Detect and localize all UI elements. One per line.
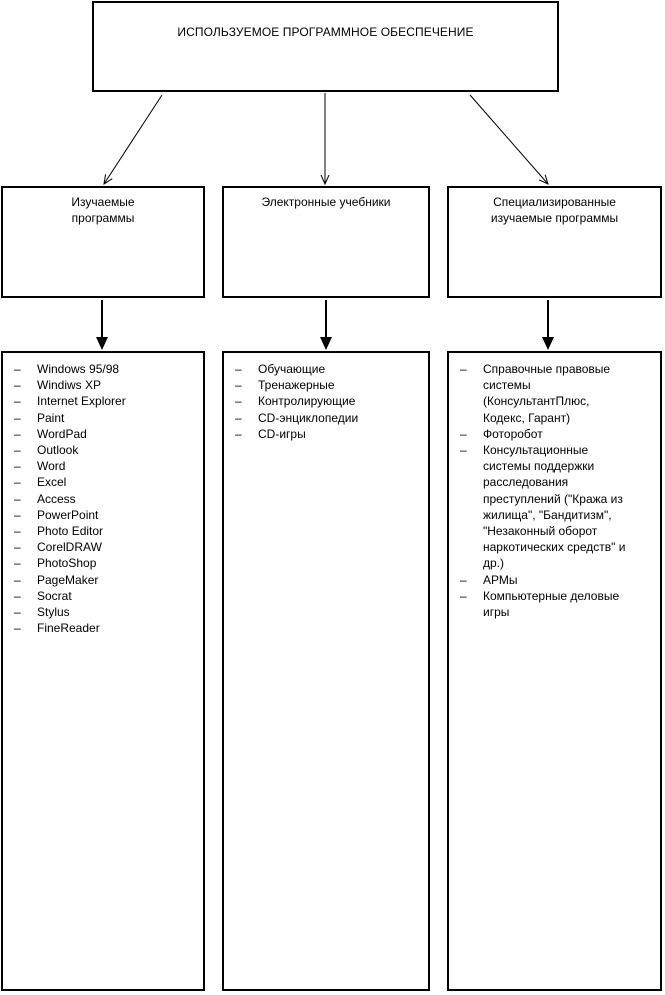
list-item xyxy=(232,410,424,426)
bullet-dash: – xyxy=(14,572,21,587)
arrowhead-list-studied xyxy=(96,337,108,350)
category-title: Специализированные изучаемые программы xyxy=(490,195,619,225)
list-item xyxy=(11,410,199,426)
list-item xyxy=(457,442,656,572)
list-item-text: Photo Editor xyxy=(37,524,104,539)
list-item-text: WordPad xyxy=(37,426,87,441)
list-item xyxy=(11,539,199,555)
list-item xyxy=(11,377,199,393)
list-item xyxy=(11,604,199,620)
bullet-dash: – xyxy=(460,572,467,587)
root-title: ИСПОЛЬЗУЕМОЕ ПРОГРАММНОЕ ОБЕСПЕЧЕНИЕ xyxy=(177,25,474,39)
arrow-to-specialized-programs xyxy=(470,95,548,184)
bullet-dash: – xyxy=(14,378,21,393)
list-item xyxy=(11,507,199,523)
bullet-dash: – xyxy=(14,540,21,555)
item-list xyxy=(232,361,424,442)
bullet-dash: – xyxy=(235,362,242,376)
list-item-text: АРМы xyxy=(483,572,518,587)
bullet-dash: – xyxy=(460,426,467,441)
list-item xyxy=(11,620,199,636)
bullet-dash: – xyxy=(14,426,21,441)
bullet-dash: – xyxy=(460,362,467,376)
bullet-dash: – xyxy=(235,378,242,393)
arrowhead-list-specialized xyxy=(542,337,554,350)
bullet-dash: – xyxy=(460,443,467,458)
list-item xyxy=(457,426,656,442)
arrow-to-studied-programs xyxy=(104,95,162,184)
list-item-text: Access xyxy=(37,491,76,506)
root-box xyxy=(92,1,559,92)
bullet-dash: – xyxy=(14,605,21,620)
bullet-dash: – xyxy=(14,459,21,474)
list-item-text: Outlook xyxy=(37,443,79,458)
list-item xyxy=(11,474,199,490)
list-item-text: Excel xyxy=(37,475,67,490)
category-title: Электронные учебники xyxy=(261,195,391,209)
arrowhead-list-textbooks xyxy=(320,337,332,350)
list-item-text: Справочные правовые системы (КонсультантПлюс, Кодекс, Гарант) xyxy=(483,362,611,425)
list-item-text: Фоторобот xyxy=(483,426,543,441)
list-item xyxy=(232,426,424,442)
bullet-dash: – xyxy=(235,410,242,425)
list-item xyxy=(11,555,199,571)
list-item-text: CD-игры xyxy=(258,426,306,441)
list-item xyxy=(11,523,199,539)
list-item-text: CD-энциклопедии xyxy=(258,410,359,425)
list-item xyxy=(457,572,656,588)
bullet-dash: – xyxy=(14,394,21,409)
list-item xyxy=(11,491,199,507)
list-item xyxy=(11,426,199,442)
list-box-studied-programs xyxy=(1,351,205,991)
bullet-dash: – xyxy=(14,362,21,376)
list-item xyxy=(11,458,199,474)
bullet-dash: – xyxy=(14,443,21,458)
bullet-dash: – xyxy=(235,426,242,441)
bullet-dash: – xyxy=(14,621,21,636)
bullet-dash: – xyxy=(460,588,467,603)
list-item xyxy=(232,361,424,377)
bullet-dash: – xyxy=(14,588,21,603)
category-box-studied-programs xyxy=(1,186,205,298)
list-item-text: Paint xyxy=(37,410,65,425)
list-item-text: Socrat xyxy=(37,588,72,603)
list-item xyxy=(232,377,424,393)
bullet-dash: – xyxy=(14,410,21,425)
list-item-text: PhotoShop xyxy=(37,556,97,571)
category-box-specialized-programs xyxy=(447,186,662,298)
list-item xyxy=(232,393,424,409)
list-item-text: FineReader xyxy=(37,621,100,636)
bullet-dash: – xyxy=(14,524,21,539)
list-item-text: Internet Explorer xyxy=(37,394,126,409)
category-box-electronic-textbooks xyxy=(222,186,430,298)
list-item-text: Обучающие xyxy=(258,362,326,376)
list-item-text: Word xyxy=(37,459,66,474)
list-item-text: Stylus xyxy=(37,605,70,620)
list-item-text: Компьютерные деловые игры xyxy=(483,588,620,620)
item-list xyxy=(11,361,199,636)
list-item xyxy=(11,393,199,409)
category-title: Изучаемые программы xyxy=(71,195,135,225)
list-item-text: PowerPoint xyxy=(37,507,99,522)
list-box-electronic-textbooks xyxy=(222,351,430,991)
list-item-text: Тренажерные xyxy=(258,378,335,393)
list-item xyxy=(457,361,656,426)
item-list xyxy=(457,361,656,620)
list-item-text: PageMaker xyxy=(37,572,99,587)
list-item xyxy=(457,588,656,620)
list-item xyxy=(11,588,199,604)
bullet-dash: – xyxy=(14,507,21,522)
bullet-dash: – xyxy=(235,394,242,409)
list-item-text: Консультационные системы поддержки расследования преступлений ("Кража из жилища", "Бандитизм", "Незаконный оборот наркотических средств" и др.) xyxy=(483,443,626,571)
list-item-text: Windows 95/98 xyxy=(37,362,120,376)
bullet-dash: – xyxy=(14,556,21,571)
bullet-dash: – xyxy=(14,475,21,490)
list-box-specialized-programs xyxy=(447,351,662,991)
list-item xyxy=(11,572,199,588)
list-item-text: Контролирующие xyxy=(258,394,356,409)
list-item-text: Windiws XP xyxy=(37,378,102,393)
list-item xyxy=(11,442,199,458)
list-item xyxy=(11,361,199,377)
list-item-text: CorelDRAW xyxy=(37,540,102,555)
bullet-dash: – xyxy=(14,491,21,506)
